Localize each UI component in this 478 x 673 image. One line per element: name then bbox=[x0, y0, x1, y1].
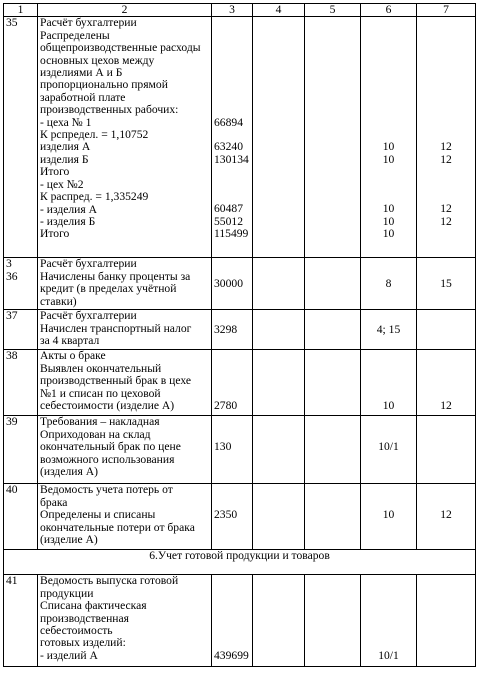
col-header-3: 3 bbox=[212, 4, 253, 17]
credit-account-column bbox=[417, 484, 476, 550]
table-row-36 bbox=[4, 258, 476, 310]
operation-description: Ведомость учета потерь от брака Определены и списаны окончательные потери от брака (изделие А) bbox=[38, 484, 212, 550]
operation-description: Требования – накладная Оприходован на склад окончательный брак по цене возможного использования (изделия А) bbox=[38, 416, 212, 484]
column-4-cell bbox=[253, 310, 305, 350]
credit-account-cell bbox=[417, 575, 476, 667]
column-4-cell bbox=[253, 17, 305, 258]
amount-cell: 30000 bbox=[212, 258, 253, 310]
credit-account-cell bbox=[417, 416, 476, 484]
column-4-cell bbox=[253, 416, 305, 484]
debit-value: 10 bbox=[382, 398, 395, 412]
debit-value: 10/1 bbox=[378, 648, 399, 662]
column-number-header-row bbox=[4, 4, 476, 17]
col-header-4: 4 bbox=[253, 4, 305, 17]
debit-value: 10/1 bbox=[378, 440, 399, 454]
debit-account-column bbox=[361, 575, 417, 667]
operation-description: Расчёт бухгалтерии Распределены общепроизводственные расходы основных цехов между изделиями А и Б пропорционально прямой заработной плате производственных рабочих: - цеха № 1 К рспредел. = 1,10752 изделия А изделия Б Итого - цех №2 К распред. = 1,335249 - изделия А - изделия Б Итого bbox=[38, 17, 212, 258]
column-5-cell bbox=[305, 484, 361, 550]
credit-account-column bbox=[417, 350, 476, 416]
column-4-cell bbox=[253, 484, 305, 550]
debit-account-cell: 8 bbox=[361, 258, 417, 310]
row-number: 39 bbox=[4, 416, 38, 484]
debit-value: 10 bbox=[382, 508, 395, 522]
amount-value: 2350 bbox=[214, 508, 238, 522]
debit-account-cell: 4; 15 bbox=[361, 310, 417, 350]
section-title: 6.Учет готовой продукции и товаров bbox=[4, 550, 476, 575]
row-number: 41 bbox=[4, 575, 38, 667]
credit-value: 12 bbox=[440, 398, 452, 412]
column-5-cell bbox=[305, 350, 361, 416]
credit-account-column: 12 12 12 12 bbox=[417, 17, 476, 258]
column-5-cell bbox=[305, 258, 361, 310]
amount-column bbox=[212, 484, 253, 550]
debit-account-column bbox=[361, 484, 417, 550]
operation-description: Расчёт бухгалтерии Начислен транспортный налог за 4 квартал bbox=[38, 310, 212, 350]
credit-account-cell bbox=[417, 310, 476, 350]
amount-column bbox=[212, 416, 253, 484]
row-number: 40 bbox=[4, 484, 38, 550]
col-header-6: 6 bbox=[361, 4, 417, 17]
col-header-5: 5 bbox=[305, 4, 361, 17]
amount-cell: 3298 bbox=[212, 310, 253, 350]
column-5-cell bbox=[305, 575, 361, 667]
debit-account-column: 10 10 10 10 10 bbox=[361, 17, 417, 258]
table-row-37 bbox=[4, 310, 476, 350]
column-4-cell bbox=[253, 575, 305, 667]
row-number: 37 bbox=[4, 310, 38, 350]
amount-value: 130 bbox=[214, 440, 232, 454]
credit-value: 12 bbox=[440, 508, 452, 522]
operation-description: Расчёт бухгалтерии Начислены банку проценты за кредит (в пределах учётной ставки) bbox=[38, 258, 212, 310]
credit-account-cell: 15 bbox=[417, 258, 476, 310]
column-4-cell bbox=[253, 350, 305, 416]
operation-description: Ведомость выпуска готовой продукции Списана фактическая производственная себестоимость готовых изделий: - изделий А bbox=[38, 575, 212, 667]
amount-column: 66894 63240 130134 60487 55012 115499 bbox=[212, 17, 253, 258]
amount-column bbox=[212, 575, 253, 667]
amount-value: 2780 bbox=[214, 398, 238, 412]
table-row-35 bbox=[4, 17, 476, 258]
col-header-2: 2 bbox=[38, 4, 212, 17]
col-header-1: 1 bbox=[4, 4, 38, 17]
column-5-cell bbox=[305, 416, 361, 484]
row-number: 35 bbox=[4, 17, 38, 258]
operation-description: Акты о браке Выявлен окончательный производственный брак в цехе №1 и списан по цеховой себестоимости (изделие А) bbox=[38, 350, 212, 416]
debit-account-column bbox=[361, 416, 417, 484]
table-row-38 bbox=[4, 350, 476, 416]
column-4-cell bbox=[253, 258, 305, 310]
amount-column bbox=[212, 350, 253, 416]
col-header-7: 7 bbox=[417, 4, 476, 17]
column-5-cell bbox=[305, 17, 361, 258]
debit-account-column bbox=[361, 350, 417, 416]
table-row-40 bbox=[4, 484, 476, 550]
row-number: 3 36 bbox=[4, 258, 38, 310]
table-row-39 bbox=[4, 416, 476, 484]
amount-value: 439699 bbox=[214, 648, 249, 662]
section-header-row bbox=[4, 550, 476, 575]
column-5-cell bbox=[305, 310, 361, 350]
table-row-41 bbox=[4, 575, 476, 667]
row-number: 38 bbox=[4, 350, 38, 416]
accounting-journal-table bbox=[3, 3, 476, 667]
